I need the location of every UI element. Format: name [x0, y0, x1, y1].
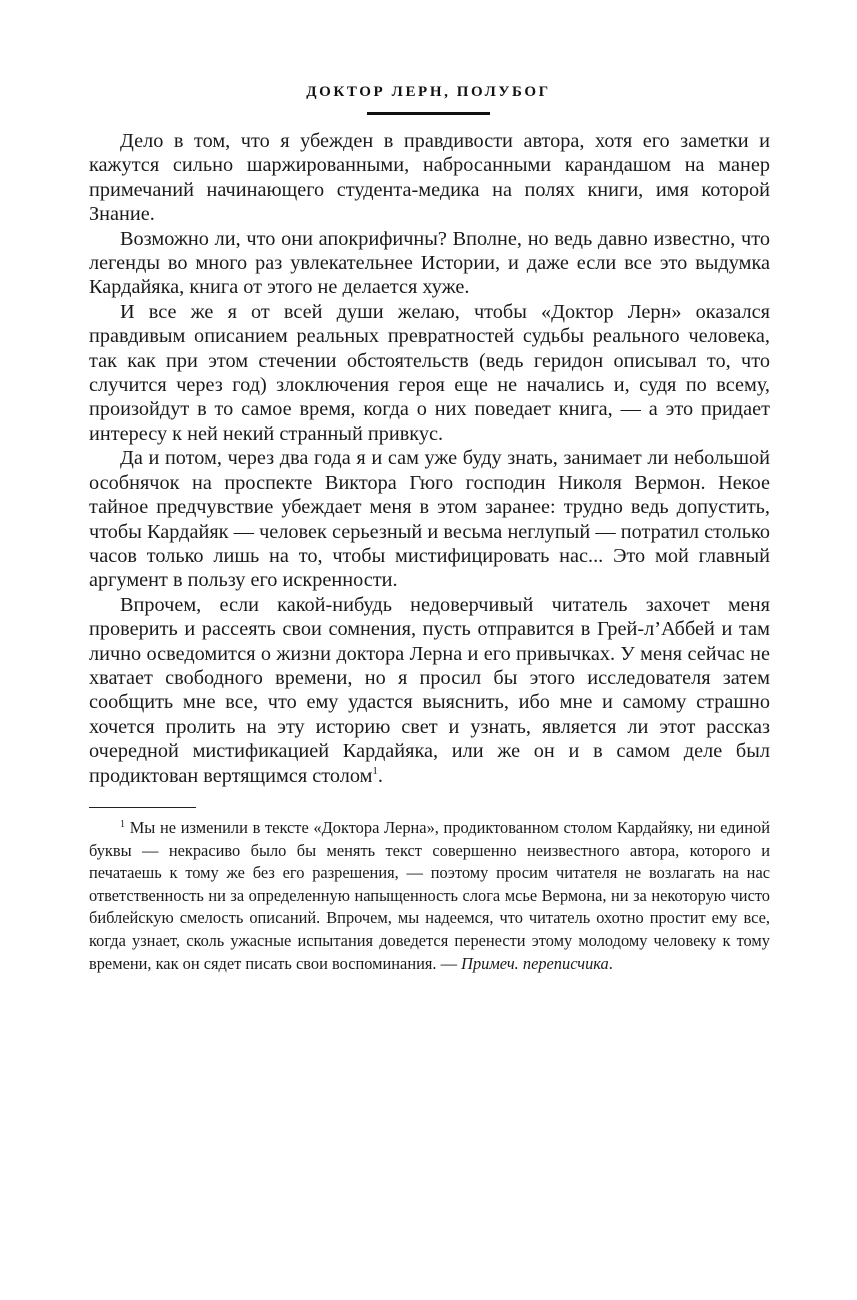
- main-text: [89, 129, 770, 788]
- paragraph-5: Впрочем, если какой-нибудь недоверчивый читатель захочет меня проверить и рассеять свои сомнения, пусть отправится в Грей-л’Аббей и там лично осведомится о жизни доктора Лерна и его привычках. У меня сейчас не хватает свободного времени, но я просил бы этого исследователя затем сообщить мне все, что ему удастся выяснить, ибо мне и самому страшно хочется пролить на эту историю свет и узнать, является ли этот рассказ очередной мистификацией Кардайяка, или же он и в самом деле был продиктован вертящимся столом$^1$.: [89, 593, 770, 787]
- footnote-attribution: Примеч. переписчика: [461, 953, 609, 973]
- footnote-text: Мы не изменили в тексте «Доктора Лерна», продиктованном столом Кардайяку, ни единой буквы — некрасиво было бы менять текст совершенно неизвестного автора, которого и печатаешь к тому же без его разрешения, — поэтому просим читателя не возлагать на нас ответственность ни за определенную напыщенность слога мсье Вермона, ни за некоторую чисто библейскую смелость описаний. Впрочем, мы надеемся, что читатель охотно простит ему все, когда узнает, сколь ужасные испытания доведется перенести этому молодому человеку к тому времени, как он сядет писать свои воспоминания. —: [89, 818, 770, 973]
- footnote-paragraph: [89, 817, 770, 975]
- paragraph-3: И все же я от всей души желаю, чтобы «Доктор Лерн» оказался правдивым описанием реальных превратностей судьбы реального человека, так как при этом стечении обстоятельств (ведь геридон описывал то, что случится через год) злоключения героя еще не начались и, судя по всему, произойдут в то самое время, когда о них поведает книга, — а это придает интересу к ней некий странный привкус.: [89, 300, 770, 445]
- paragraph-1: Дело в том, что я убежден в правдивости автора, хотя его заметки и кажутся сильно шаржированными, набросанными карандашом на манер примечаний начинающего студента-медика на полях книги, имя которой Знание.: [89, 130, 770, 226]
- paragraph-5-text: Впрочем, если какой-нибудь недоверчивый читатель захочет меня проверить и рассеять свои сомнения, пусть отправится в Грей-л’Аббей и там лично осведомится о жизни доктора Лерна и его привычках. У меня сейчас не хватает свободного времени, но я просил бы этого исследователя затем сообщить мне все, что ему удастся выяснить, ибо мне и самому страшно хочется пролить на эту историю свет и узнать, является ли этот рассказ очередной мистификацией Кардайяка, или же он и в самом деле был продиктован вертящимся столом: [89, 593, 770, 787]
- paragraph-2: Возможно ли, что они апокрифичны? Вполне, но ведь давно известно, что легенды во много раз увлекательнее Истории, и даже если все это выдумка Кардайяка, книга от этого не делается хуже.: [89, 227, 770, 299]
- running-head-rule: [367, 112, 490, 115]
- footnote-reference: 1: [372, 764, 378, 777]
- footnote-separator: [89, 807, 196, 808]
- footnote-end-punct: .: [608, 953, 613, 973]
- paragraph-4: Да и потом, через два года я и сам уже буду знать, занимает ли небольшой особнячок на проспекте Виктора Гюго господин Николя Вермон. Некое тайное предчувствие убеждает меня в этом заранее: трудно ведь допустить, чтобы Кардайяк — человек серьезный и весьма неглупый — потратил столько часов только лишь на то, чтобы мистифицировать нас... Это мой главный аргумент в пользу его искренности.: [89, 447, 770, 592]
- footnote: [89, 817, 770, 975]
- running-head: ДОКТОР ЛЕРН, ПОЛУБОГ: [306, 84, 551, 100]
- footnote-marker: 1: [120, 819, 125, 830]
